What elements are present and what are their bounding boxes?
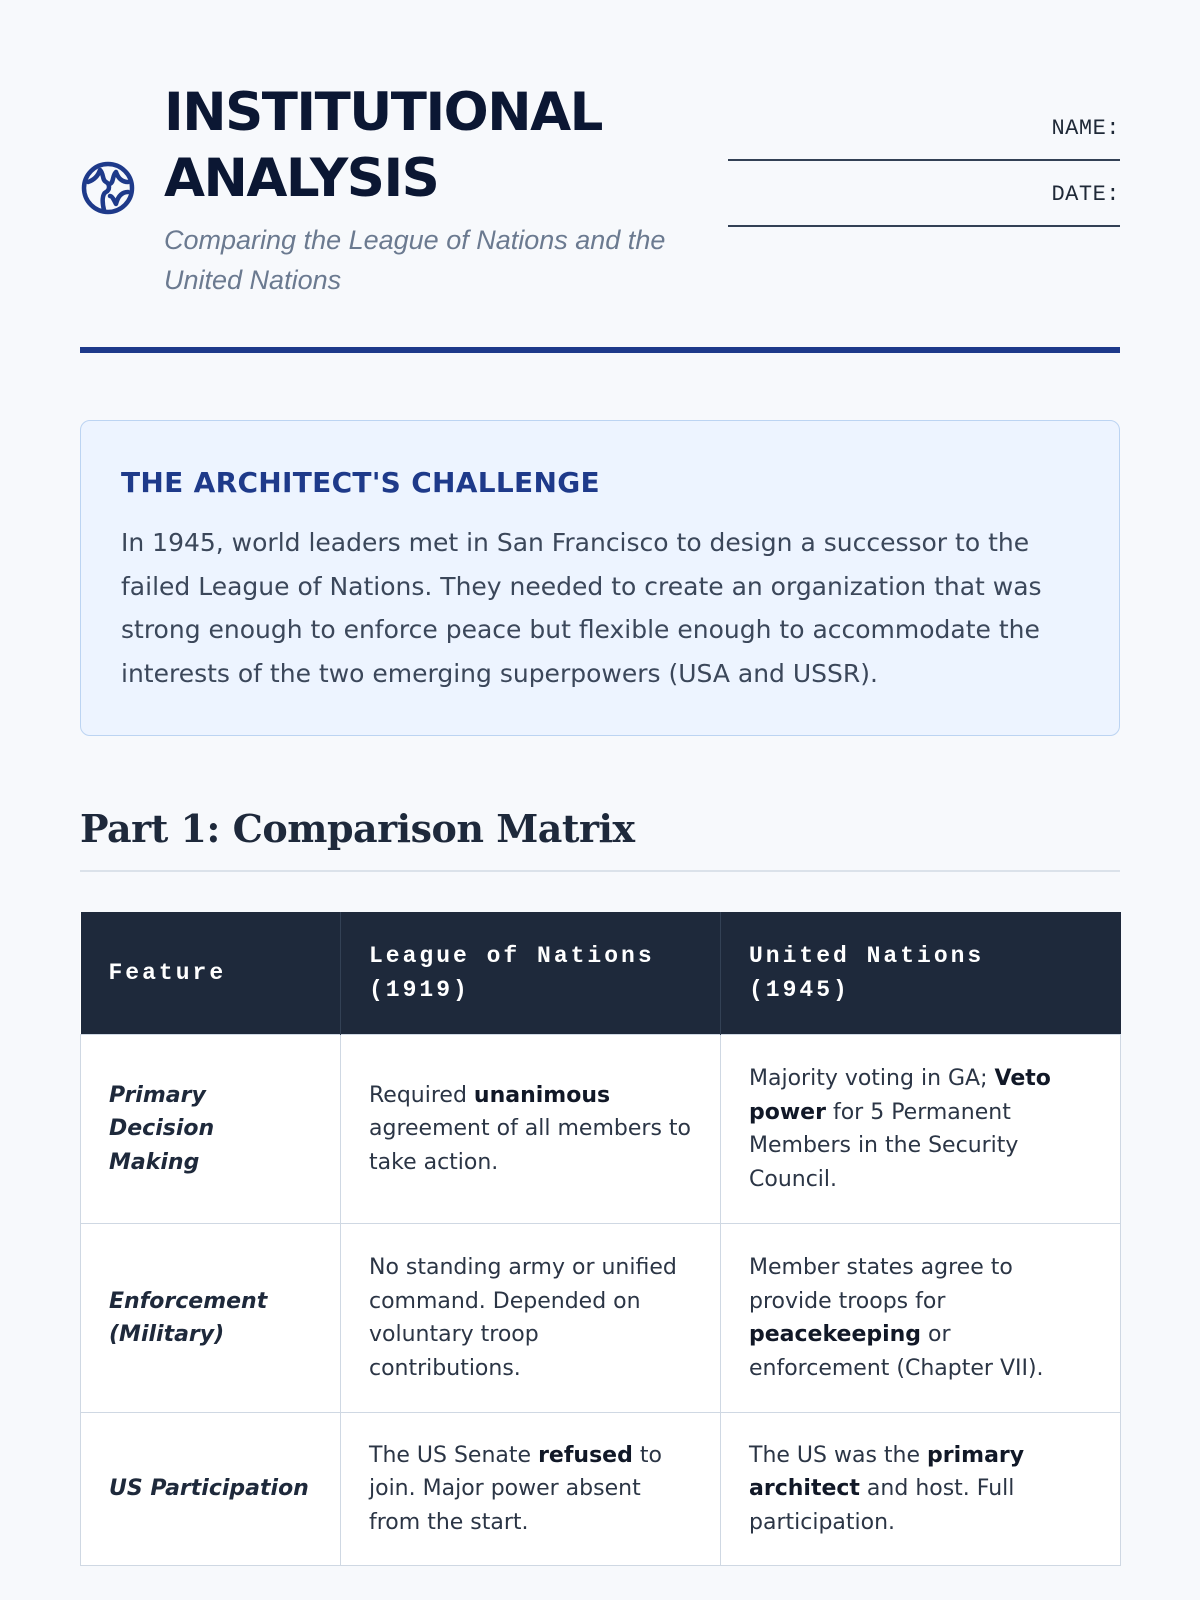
name-line — [728, 159, 1120, 161]
header-un: United Nations (1945) — [721, 912, 1121, 1035]
header-divider — [80, 347, 1120, 353]
un-cell: The US was the primary architect and host. Full participation. — [721, 1413, 1121, 1566]
table-header-row — [81, 912, 1121, 1035]
header — [80, 80, 1120, 320]
title-block — [164, 80, 724, 300]
league-cell: No standing army or unified command. Depended on voluntary troop contributions. — [341, 1224, 721, 1413]
header-league: League of Nations (1919) — [341, 912, 721, 1035]
challenge-title: THE ARCHITECT'S CHALLENGE — [121, 466, 600, 499]
table-row — [81, 1413, 1121, 1566]
challenge-box — [80, 420, 1120, 736]
name-label: NAME: — [1051, 116, 1120, 141]
header-feature: Feature — [81, 912, 341, 1035]
date-field[interactable] — [728, 182, 1120, 248]
un-cell: Majority voting in GA; Veto power for 5 Permanent Members in the Security Council. — [721, 1035, 1121, 1224]
title-line-2: ANALYSIS — [164, 148, 439, 209]
page-title — [164, 80, 724, 212]
league-cell: Required unanimous agreement of all members to take action. — [341, 1035, 721, 1224]
part1-heading: Part 1: Comparison Matrix — [80, 806, 635, 851]
un-cell: Member states agree to provide troops for peacekeeping or enforcement (Chapter VII). — [721, 1224, 1121, 1413]
part1-divider — [80, 870, 1120, 872]
page-subtitle: Comparing the League of Nations and the United Nations — [164, 225, 666, 295]
name-field[interactable] — [728, 116, 1120, 182]
feature-cell: US Participation — [81, 1413, 341, 1566]
feature-cell: Enforcement (Military) — [81, 1224, 341, 1413]
title-line-1: INSTITUTIONAL — [164, 82, 602, 143]
table-row — [81, 1224, 1121, 1413]
feature-cell: Primary Decision Making — [81, 1035, 341, 1224]
challenge-text: In 1945, world leaders met in San Francisco to design a successor to the failed League of Nations. They needed to create an organization that was strong enough to enforce peace but flexible enough to accommodate the interests of the two emerging superpowers (USA and USSR). — [121, 528, 1042, 688]
date-line — [728, 225, 1120, 227]
table-row — [81, 1035, 1121, 1224]
student-fields — [728, 116, 1120, 248]
comparison-matrix — [80, 912, 1121, 1566]
date-label: DATE: — [1051, 182, 1120, 207]
league-cell: The US Senate refused to join. Major power absent from the start. — [341, 1413, 721, 1566]
globe-icon — [80, 160, 136, 216]
